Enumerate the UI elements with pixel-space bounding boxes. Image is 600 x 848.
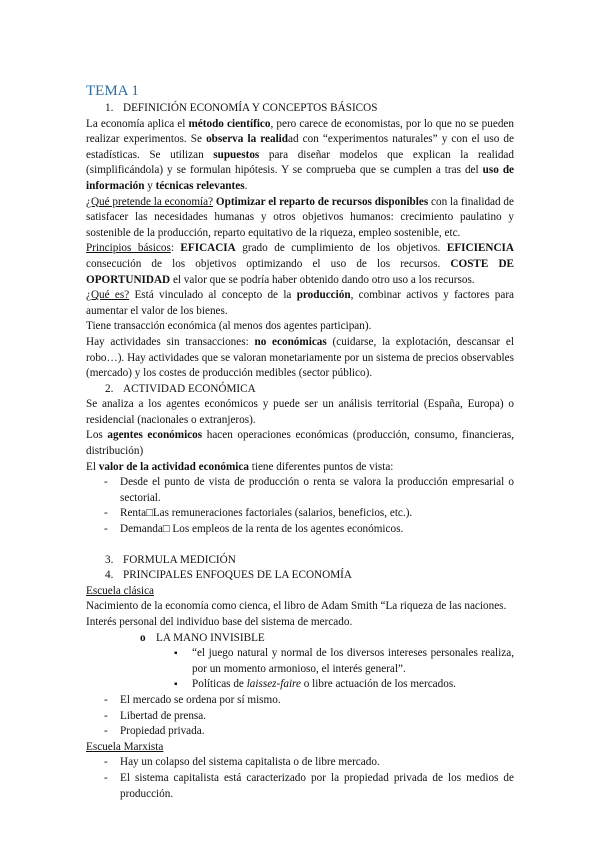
paragraph-interes: Interés personal del individuo base del sistema de mercado. bbox=[86, 616, 353, 628]
paragraph-metodo: La economía aplica el método científico, pero carece de economistas, por lo que no se pueden realizar experimentos. Se observa la realidad con “experimentos naturales” y con el uso de estadísticas. Se utilizan supuestos para diseñar modelos que explican la realidad (simplificándola) y se formulan hipótesis. Y se comprueba que se cumplen a tras del uso de información y técnicas relevantes. bbox=[86, 117, 515, 192]
paragraph-que-es: ¿Qué es? Está vinculado al concepto de la producción, combinar activos y factores para aumentar el valor de los bienes. bbox=[86, 289, 515, 317]
list-item: - Hay un colapso del sistema capitalista o de libre mercado. bbox=[86, 755, 514, 771]
section-title: FORMULA MEDICIÓN bbox=[123, 553, 236, 566]
section-number: 2. bbox=[105, 382, 114, 395]
list-item: - Demanda□ Los empleos de la renta de los agentes económicos. bbox=[86, 522, 514, 538]
list-item: - El sistema capitalista está caracterizado por la propiedad privada de los medios de producción. bbox=[86, 771, 514, 802]
paragraph-transaccion: Tiene transacción económica (al menos dos agentes participan). bbox=[86, 320, 372, 333]
section-number: 3. bbox=[105, 553, 114, 566]
section-heading-3 bbox=[86, 553, 514, 569]
spacer bbox=[86, 538, 514, 553]
paragraph-principios: Principios básicos: EFICACIA grado de cumplimiento de los objetivos. EFICIENCIA consecución de los objetivos optimizando el uso de los recursos. COSTE DE OPORTUNIDAD el valor que se podría haber obtenido dando otro uso a los recursos. bbox=[86, 242, 514, 286]
paragraph-analisis: Se analiza a los agentes económicos y puede ser un análisis territorial (España, Europa) o residencial (nacionales o extranjeros). bbox=[86, 398, 514, 426]
paragraph-pretende: ¿Qué pretende la economía? Optimizar el reparto de recursos disponibles con la finalidad de satisfacer las necesidades humanas y otros objetivos humanos: crecimiento paulatino y sostenible de la producción, reparto equitativo de la riqueza, empleo sostenible, etc. bbox=[86, 195, 514, 239]
paragraph-nacimiento: Nacimiento de la economía como cienca, el libro de Adam Smith “La riqueza de las naciones. bbox=[86, 600, 507, 613]
list-item: - Propiedad privada. bbox=[86, 724, 514, 740]
document-page bbox=[86, 82, 514, 802]
section-number: 4. bbox=[105, 569, 114, 582]
paragraph-actividades: Hay actividades sin transacciones: no económicas (cuidarse, la explotación, descansar el robo…). Hay actividades que se valoran monetariamente por un sistema de precios observables (mercado) y los costes de producción medibles (sector público). bbox=[86, 335, 514, 380]
list-item: - Libertad de prensa. bbox=[86, 709, 514, 725]
section-heading-1 bbox=[86, 101, 514, 117]
list-item: - Desde el punto de vista de producción o renta se valora la producción empresarial o sectorial. bbox=[86, 475, 514, 506]
circle-bullet-icon: o bbox=[140, 631, 146, 644]
square-list-item: ▪ Políticas de laissez-faire o libre actuación de los mercados. bbox=[86, 677, 514, 693]
paragraph-agentes: Los agentes económicos hacen operaciones económicas (producción, consumo, financieras, distribución) bbox=[86, 429, 514, 458]
page-title: TEMA 1 bbox=[86, 83, 139, 99]
subheading-marxista: Escuela Marxista bbox=[86, 740, 164, 753]
section-title: DEFINICIÓN ECONOMÍA Y CONCEPTOS BÁSICOS bbox=[123, 102, 378, 114]
subheading-clasica: Escuela clásica bbox=[86, 584, 155, 597]
section-heading-4 bbox=[86, 568, 514, 584]
list-item: - El mercado se ordena por sí mismo. bbox=[86, 693, 514, 709]
section-number: 1. bbox=[105, 102, 114, 114]
section-heading-2 bbox=[86, 382, 514, 398]
square-list-item: ▪ “el juego natural y normal de los diversos intereses personales realiza, por un momento armonioso, el interés general”. bbox=[86, 646, 514, 677]
list-item: - Renta□Las remuneraciones factoriales (salarios, beneficios, etc.). bbox=[86, 506, 514, 522]
paragraph-valor: El valor de la actividad económica tiene diferentes puntos de vista: bbox=[86, 460, 394, 473]
sublist-item bbox=[86, 631, 514, 647]
sublist-label: LA MANO INVISIBLE bbox=[156, 631, 265, 644]
section-title: PRINCIPALES ENFOQUES DE LA ECONOMÍA bbox=[123, 569, 352, 582]
section-title: ACTIVIDAD ECONÓMICA bbox=[123, 382, 256, 395]
